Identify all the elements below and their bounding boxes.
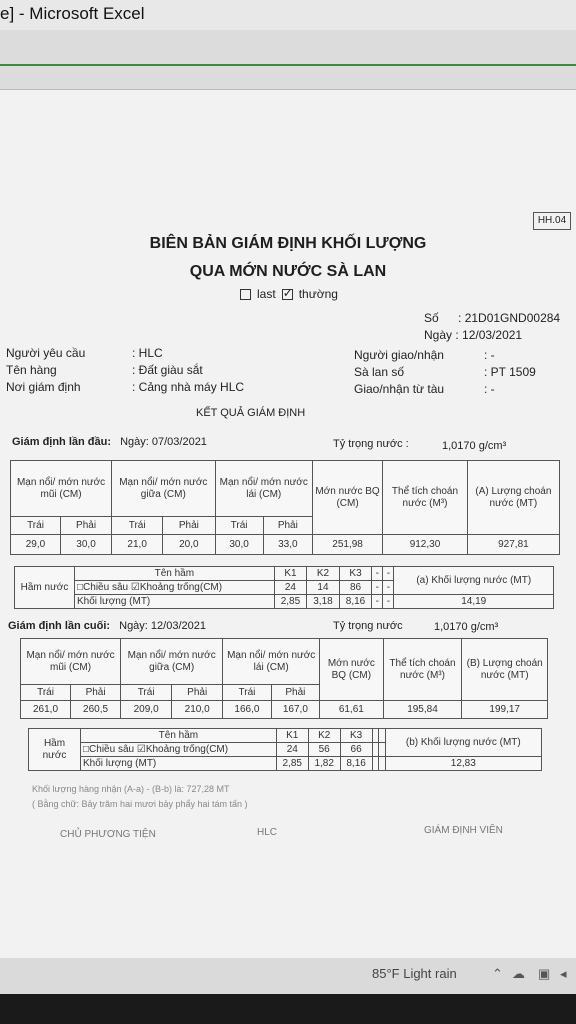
last-header-trai: Trái bbox=[121, 685, 172, 701]
ribbon-area bbox=[0, 30, 576, 90]
info-requester-label: Người yêu cầu bbox=[6, 346, 86, 360]
info-receiver-label: Người giao/nhận bbox=[354, 348, 444, 362]
first-draft-table bbox=[10, 460, 560, 555]
first-header-phai: Phải bbox=[263, 517, 312, 535]
first-header-lai: Mạn nổi/ mớn nước lái (CM) bbox=[215, 461, 312, 517]
first-tank-k4: - bbox=[372, 567, 383, 581]
table-cell[interactable]: 3,18 bbox=[307, 595, 340, 609]
first-density-value: 1,0170 g/cm³ bbox=[442, 440, 507, 452]
last-inspection-heading bbox=[8, 620, 206, 632]
so-field bbox=[424, 311, 560, 325]
last-date: Ngày: 12/03/2021 bbox=[119, 620, 206, 632]
table-cell[interactable]: 199,17 bbox=[462, 701, 548, 719]
network-icon[interactable]: ▣ bbox=[538, 966, 551, 981]
last-checkbox[interactable] bbox=[240, 289, 251, 300]
table-cell[interactable]: 167,0 bbox=[271, 701, 319, 719]
first-header-thetich: Thể tích choán nước (M³) bbox=[383, 461, 468, 535]
table-cell[interactable]: 260,5 bbox=[71, 701, 121, 719]
weather-widget[interactable]: 85°F Light rain bbox=[372, 966, 457, 981]
info-goods-value: : Đất giàu sắt bbox=[132, 363, 203, 377]
last-tank-k1: K1 bbox=[276, 729, 308, 743]
first-header-giua: Mạn nổi/ mớn nước giữa (CM) bbox=[112, 461, 215, 517]
first-header-luong: (A) Lượng choán nước (MT) bbox=[467, 461, 559, 535]
last-tank-k3: K3 bbox=[340, 729, 372, 743]
table-cell[interactable]: - bbox=[372, 595, 383, 609]
table-row bbox=[11, 535, 560, 555]
thuong-label: thường bbox=[298, 287, 338, 301]
signature-owner: CHỦ PHƯƠNG TIỆN bbox=[60, 829, 156, 840]
chevron-up-icon[interactable]: ⌃ bbox=[492, 966, 503, 981]
last-density-value: 1,0170 g/cm³ bbox=[434, 621, 499, 633]
so-label: Số bbox=[424, 311, 439, 325]
last-header-phai: Phải bbox=[271, 685, 319, 701]
table-cell[interactable]: 261,0 bbox=[21, 701, 71, 719]
table-cell[interactable]: 1,82 bbox=[308, 757, 340, 771]
table-cell[interactable]: 912,30 bbox=[383, 535, 468, 555]
table-cell[interactable]: - bbox=[383, 581, 394, 595]
first-header-trai: Trái bbox=[215, 517, 263, 535]
table-cell[interactable]: 20,0 bbox=[163, 535, 215, 555]
first-inspection-heading bbox=[12, 436, 207, 448]
table-cell[interactable]: 29,0 bbox=[11, 535, 61, 555]
table-cell[interactable]: 86 bbox=[339, 581, 372, 595]
first-header-phai: Phải bbox=[60, 517, 111, 535]
table-cell[interactable] bbox=[379, 743, 386, 757]
table-cell[interactable]: 927,81 bbox=[467, 535, 559, 555]
so-value: : 21D01GND00284 bbox=[458, 311, 561, 325]
last-mass-label: Khối lượng (MT) bbox=[81, 757, 277, 771]
info-receiver-value: : - bbox=[484, 348, 495, 362]
last-header-phai: Phải bbox=[71, 685, 121, 701]
first-header-mui: Mạn nổi/ mớn nước mũi (CM) bbox=[11, 461, 112, 517]
last-header-bq: Mớn nước BQ (CM) bbox=[320, 639, 383, 701]
table-cell[interactable]: 61,61 bbox=[320, 701, 383, 719]
table-cell[interactable]: 66 bbox=[340, 743, 372, 757]
table-cell[interactable]: 14 bbox=[307, 581, 340, 595]
last-header-mui: Mạn nổi/ mớn nước mũi (CM) bbox=[21, 639, 121, 685]
volume-icon[interactable]: ◂ bbox=[560, 966, 567, 981]
signature-inspector: GIÁM ĐỊNH VIÊN bbox=[424, 825, 503, 836]
table-cell[interactable]: 2,85 bbox=[274, 595, 307, 609]
info-barge-label: Sà lan số bbox=[354, 365, 405, 379]
info-ship-label: Giao/nhận từ tàu bbox=[354, 382, 445, 396]
last-tank-name-header: Tên hầm bbox=[81, 729, 277, 743]
last-depth-label: □Chiều sâu ☑Khoảng trống(CM) bbox=[81, 743, 277, 757]
summary-words: ( Bằng chữ: Bảy trăm hai mươi bảy phẩy hai tám tấn ) bbox=[32, 799, 248, 809]
first-tank-name-header: Tên hầm bbox=[75, 567, 275, 581]
last-header-thetich: Thể tích choán nước (M³) bbox=[383, 639, 462, 701]
last-header-giua: Mạn nổi/ mớn nước giữa (CM) bbox=[121, 639, 223, 685]
page-title: BIÊN BẢN GIÁM ĐỊNH KHỐI LƯỢNG bbox=[149, 235, 427, 252]
table-cell[interactable]: 56 bbox=[308, 743, 340, 757]
first-tank-k5: - bbox=[383, 567, 394, 581]
thuong-checkbox[interactable] bbox=[282, 289, 293, 300]
first-tank-label: Hầm nước bbox=[15, 567, 75, 609]
info-place-value: : Cảng nhà máy HLC bbox=[132, 380, 245, 394]
last-header-trai: Trái bbox=[21, 685, 71, 701]
table-cell[interactable]: 24 bbox=[276, 743, 308, 757]
window-title: e] - Microsoft Excel bbox=[0, 4, 145, 23]
info-requester-value: : HLC bbox=[132, 346, 163, 360]
last-label: last bbox=[257, 287, 276, 301]
first-header-trai: Trái bbox=[112, 517, 163, 535]
last-density-label: Tỷ trọng nước bbox=[333, 620, 403, 632]
last-tank-k2: K2 bbox=[308, 729, 340, 743]
table-row bbox=[21, 701, 548, 719]
table-cell[interactable]: 195,84 bbox=[383, 701, 462, 719]
result-heading: KẾT QUẢ GIÁM ĐỊNH bbox=[196, 407, 306, 419]
last-tank-total[interactable]: 12,83 bbox=[385, 757, 541, 771]
last-tank-label: Hầm nước bbox=[29, 729, 81, 771]
first-tank-k2: K2 bbox=[307, 567, 340, 581]
ribbon-accent-line bbox=[0, 64, 576, 66]
ngay-field bbox=[424, 328, 522, 342]
ngay-label: Ngày bbox=[424, 328, 453, 342]
last-header-luong: (B) Lượng choán nước (MT) bbox=[462, 639, 548, 701]
table-cell[interactable]: 21,0 bbox=[112, 535, 163, 555]
monitor-bezel bbox=[0, 994, 576, 1024]
table-cell[interactable]: 8,16 bbox=[339, 595, 372, 609]
signature-hlc: HLC bbox=[257, 827, 278, 838]
page-subtitle: QUA MỚN NƯỚC SÀ LAN bbox=[189, 263, 387, 280]
table-cell[interactable]: 24 bbox=[274, 581, 307, 595]
table-cell[interactable]: 2,85 bbox=[276, 757, 308, 771]
table-cell[interactable]: 210,0 bbox=[172, 701, 223, 719]
table-cell[interactable]: 209,0 bbox=[121, 701, 172, 719]
title-bar bbox=[0, 0, 576, 30]
options-row bbox=[240, 287, 338, 301]
table-cell[interactable]: 251,98 bbox=[312, 535, 382, 555]
last-header-lai: Mạn nổi/ mớn nước lái (CM) bbox=[223, 639, 320, 685]
table-cell[interactable]: 166,0 bbox=[223, 701, 271, 719]
first-tank-k3: K3 bbox=[339, 567, 372, 581]
first-depth-label: □Chiều sâu ☑Khoảng trống(CM) bbox=[75, 581, 275, 595]
last-label: Giám định lần cuối: bbox=[8, 620, 111, 632]
first-header-phai: Phải bbox=[163, 517, 215, 535]
last-draft-table bbox=[20, 638, 548, 719]
last-tank-kl-label: (b) Khối lượng nước (MT) bbox=[385, 729, 541, 757]
first-density-label: Tỷ trọng nước : bbox=[333, 438, 409, 450]
ngay-value: : 12/03/2021 bbox=[455, 328, 523, 342]
first-tank-table bbox=[14, 566, 554, 609]
last-header-trai: Trái bbox=[223, 685, 271, 701]
first-tank-kl-label: (a) Khối lượng nước (MT) bbox=[394, 567, 554, 595]
first-header-trai: Trái bbox=[11, 517, 61, 535]
info-goods-label: Tên hàng bbox=[6, 363, 57, 377]
summary-line: Khối lượng hàng nhận (A-a) - (B-b) là: 727,28 MT bbox=[32, 784, 230, 794]
table-cell[interactable]: 33,0 bbox=[263, 535, 312, 555]
first-header-bq: Mớn nước BQ (CM) bbox=[312, 461, 382, 535]
first-label: Giám định lần đầu: bbox=[12, 436, 112, 448]
cloud-icon[interactable]: ☁ bbox=[512, 966, 525, 981]
first-date: Ngày: 07/03/2021 bbox=[120, 436, 207, 448]
table-cell[interactable]: - bbox=[383, 595, 394, 609]
last-tank-table bbox=[28, 728, 542, 771]
table-cell[interactable]: 30,0 bbox=[215, 535, 263, 555]
first-mass-label: Khối lượng (MT) bbox=[75, 595, 275, 609]
info-ship-value: : - bbox=[484, 382, 495, 396]
info-place-label: Nơi giám định bbox=[6, 380, 81, 394]
first-tank-total[interactable]: 14,19 bbox=[394, 595, 554, 609]
first-tank-k1: K1 bbox=[274, 567, 307, 581]
form-code: HH.04 bbox=[533, 212, 571, 230]
table-cell[interactable]: 8,16 bbox=[340, 757, 372, 771]
taskbar bbox=[0, 958, 576, 994]
table-cell[interactable]: - bbox=[372, 581, 383, 595]
info-barge-value: : PT 1509 bbox=[484, 365, 536, 379]
last-header-phai: Phải bbox=[172, 685, 223, 701]
table-cell[interactable]: 30,0 bbox=[60, 535, 111, 555]
